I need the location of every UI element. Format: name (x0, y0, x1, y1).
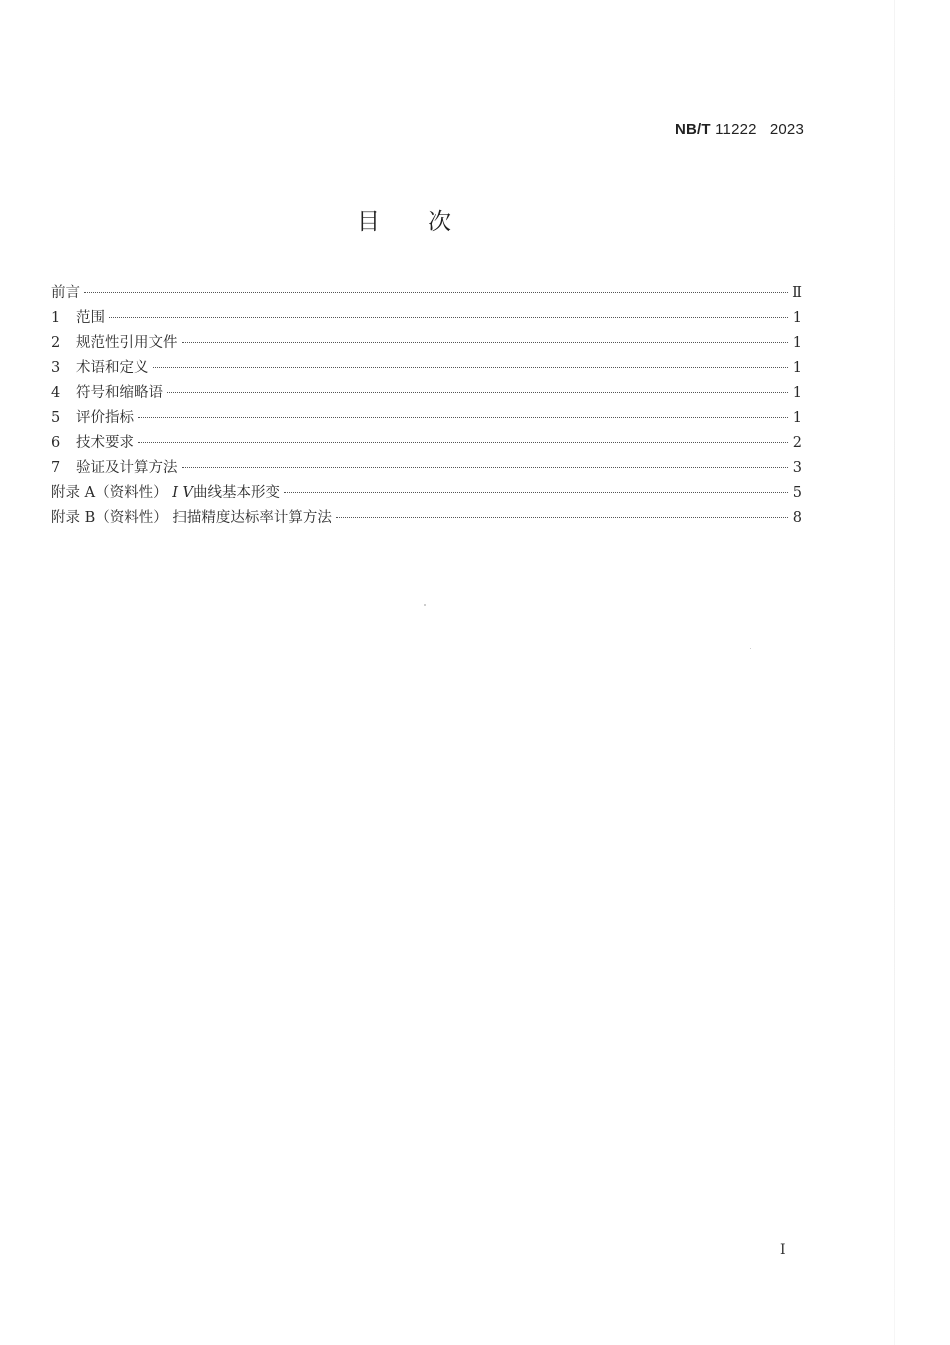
toc-entry-appendix-b[interactable] (51, 506, 802, 531)
toc-entry-label: 验证及计算方法 (76, 460, 178, 476)
scan-speck (424, 604, 426, 606)
page-title: 目次 (357, 209, 499, 235)
dot-leader (153, 367, 789, 368)
toc-entry-label: 技术要求 (76, 435, 134, 451)
dot-leader (84, 292, 788, 293)
toc-entry-technical-requirements[interactable] (51, 431, 802, 456)
toc-entry-label: 符号和缩略语 (76, 385, 163, 401)
dot-leader (284, 492, 788, 493)
toc-entry-label: 附录 B（资料性） 扫描精度达标率计算方法 (51, 510, 332, 526)
toc-entry-number: 2 (51, 335, 61, 351)
dot-leader (182, 342, 789, 343)
standard-number: 11222 2023 (710, 121, 804, 138)
toc-entry-page: 1 (792, 360, 802, 376)
toc-entry-appendix-a[interactable] (51, 481, 802, 506)
scan-speck (750, 648, 751, 649)
dot-leader (182, 467, 789, 468)
toc-entry-terms-definitions[interactable] (51, 356, 802, 381)
toc-entry-page: Ⅱ (792, 285, 802, 301)
page-number: I (780, 1242, 786, 1258)
standard-code (675, 121, 804, 138)
dot-leader (109, 317, 788, 318)
toc-entry-page: 1 (792, 310, 802, 326)
toc-entry-page: 2 (792, 435, 802, 451)
toc-entry-label: 评价指标 (76, 410, 134, 426)
standard-prefix: NB/T (674, 121, 711, 138)
toc-entry-symbols-abbreviations[interactable] (51, 381, 802, 406)
table-of-contents (51, 281, 802, 531)
toc-entry-label (51, 481, 280, 502)
toc-entry-normative-references[interactable] (51, 331, 802, 356)
toc-entry-page: 3 (792, 460, 802, 476)
appendix-a-title: 曲线基本形变 (193, 485, 281, 501)
toc-entry-evaluation-indicators[interactable] (51, 406, 802, 431)
toc-entry-number: 1 (51, 310, 61, 326)
toc-entry-label: 术语和定义 (76, 360, 149, 376)
toc-entry-page: 1 (792, 335, 802, 351)
toc-entry-page: 5 (792, 485, 802, 501)
dot-leader (167, 392, 788, 393)
toc-entry-page: 8 (792, 510, 802, 526)
toc-entry-foreword[interactable] (51, 281, 802, 306)
toc-entry-label: 范围 (76, 310, 105, 326)
toc-entry-label: 前言 (51, 285, 80, 301)
toc-entry-verification-methods[interactable] (51, 456, 802, 481)
dot-leader (336, 517, 788, 518)
dot-leader (138, 442, 788, 443)
appendix-a-prefix: 附录 A（资料性） (51, 485, 168, 501)
scan-page-edge (894, 0, 895, 1345)
dot-leader (138, 417, 788, 418)
toc-entry-label: 规范性引用文件 (76, 335, 178, 351)
toc-entry-number: 5 (51, 410, 61, 426)
appendix-a-iv-symbol: I V (167, 485, 194, 501)
toc-entry-scope[interactable] (51, 306, 802, 331)
toc-entry-page: 1 (792, 385, 802, 401)
toc-entry-page: 1 (792, 410, 802, 426)
toc-entry-number: 3 (51, 360, 61, 376)
toc-entry-number: 6 (51, 435, 61, 451)
toc-entry-number: 4 (51, 385, 61, 401)
toc-entry-number: 7 (51, 460, 61, 476)
